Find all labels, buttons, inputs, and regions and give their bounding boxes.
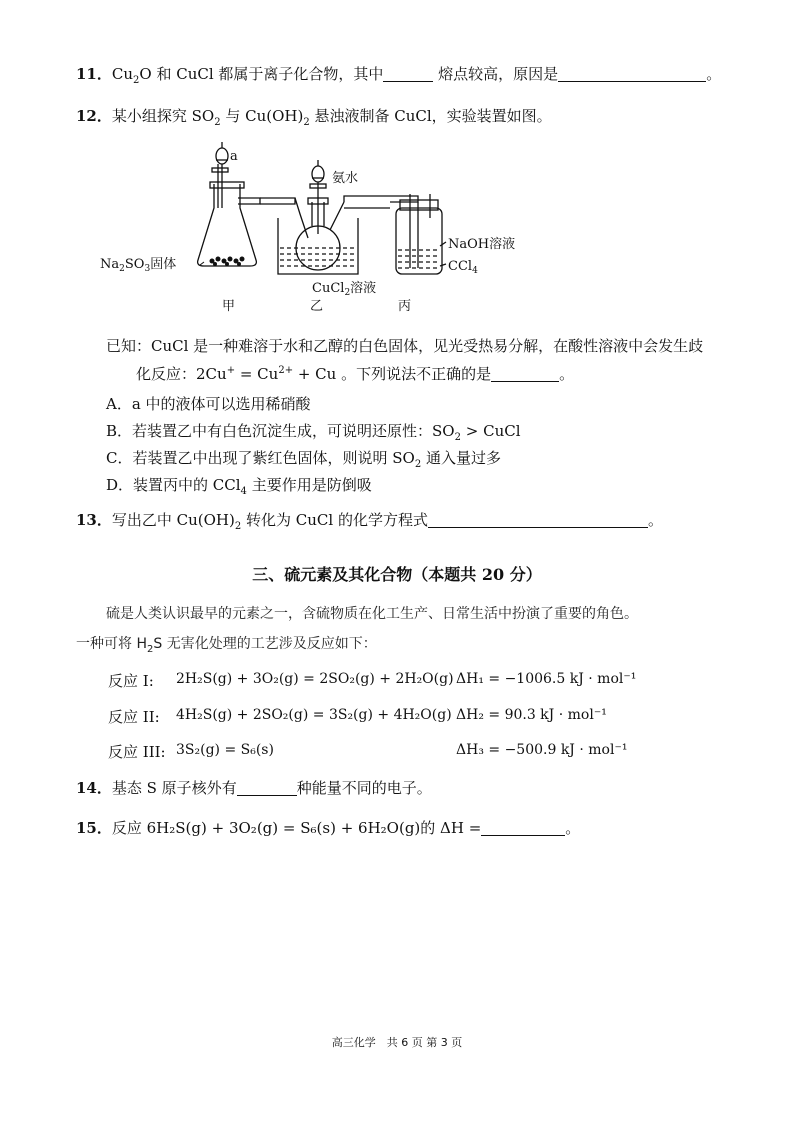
section-title: 三、硫元素及其化合物（本题共 20 分） — [252, 565, 542, 584]
question-13: 13．写出乙中 $Cu(OH)_2$ 转化为 CuCl 的化学方程式 。 — [76, 511, 663, 532]
answer-blank[interactable] — [237, 779, 297, 796]
label-yi: 乙 — [310, 299, 324, 314]
option-a: A．a 中的液体可以选用稀硝酸 — [106, 395, 311, 413]
question-11: 11．$Cu_2O$ 和 CuCl 都属于离子化合物，其中 熔点较高，原因是 。 — [76, 65, 722, 86]
answer-blank[interactable] — [428, 511, 648, 528]
option-d: D．装置丙中的 CCl$_4$ 主要作用是防倒吸 — [106, 476, 372, 497]
answer-blank[interactable] — [558, 65, 706, 82]
apparatus-svg — [100, 138, 520, 318]
question-15: 15．反应 6H₂S(g) + 3O₂(g) = S₆(s) + 6H₂O(g)的 ΔH = 。 — [76, 819, 581, 837]
section-intro-1: 硫是人类认识最早的元素之一，含硫物质在化工生产、日常生活中扮演了重要的角色。 — [106, 606, 638, 622]
flask-jia — [198, 142, 260, 266]
apparatus-diagram — [100, 138, 520, 322]
na2so3-solid — [210, 257, 245, 267]
label-naoh: NaOH溶液 — [448, 237, 516, 252]
label-jia: 甲 — [222, 299, 236, 314]
question-14: 14．基态 S 原子核外有 种能量不同的电子。 — [76, 779, 432, 797]
label-na2so3: $Na_2SO_3$固体 — [100, 257, 177, 274]
label-bing: 丙 — [398, 299, 412, 314]
known-line-1: 已知：CuCl 是一种难溶于水和乙醇的白色固体，见光受热易分解，在酸性溶液中会发生歧 — [106, 337, 704, 355]
answer-blank[interactable] — [481, 819, 565, 836]
question-number: 12． — [76, 107, 112, 125]
section-intro-2: 一种可将 $H_2S$ 无害化处理的工艺涉及反应如下： — [76, 636, 377, 655]
question-number: 15． — [76, 819, 112, 837]
label-a: a — [230, 149, 238, 164]
known-line-2: 化反应：$2Cu^+ = Cu^{2+} + Cu$ 。下列说法不正确的是 。 — [136, 365, 575, 383]
label-ammonia: 氨水 — [332, 171, 359, 186]
bottle-bing — [396, 194, 446, 274]
option-b: B．若装置乙中有白色沉淀生成，可说明还原性：$SO_2$ > CuCl — [106, 422, 521, 443]
question-number: 14． — [76, 779, 112, 797]
question-12: 12．某小组探究 $SO_2$ 与 $Cu(OH)_2$ 悬浊液制备 CuCl，实验装置如图。 — [76, 107, 552, 128]
label-cucl2: CuCl$_2$溶液 — [312, 281, 377, 298]
answer-blank[interactable] — [491, 365, 559, 382]
answer-blank[interactable] — [383, 65, 433, 82]
question-number: 11． — [76, 65, 112, 83]
label-ccl4: CCl$_4$ — [448, 259, 478, 276]
option-c: C．若装置乙中出现了紫红色固体，则说明 $SO_2$ 通入量过多 — [106, 449, 501, 470]
page-footer: 高三化学 共 6 页 第 3 页 — [331, 1036, 463, 1049]
question-number: 13． — [76, 511, 112, 529]
